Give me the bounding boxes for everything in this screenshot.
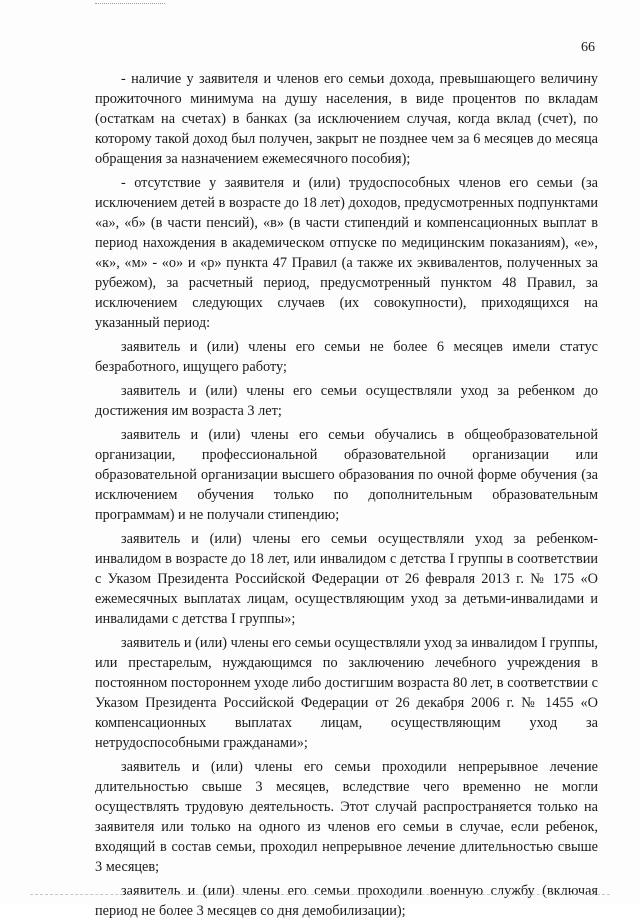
scan-artifact-bottom bbox=[30, 894, 610, 897]
paragraph-unemployed-status: заявитель и (или) члены его семьи не более 6 месяцев имели статус безработного, ищущего работу; bbox=[95, 339, 598, 375]
paragraph-child-care-under-3: заявитель и (или) члены его семьи осуществляли уход за ребенком до достижения им возраста 3 лет; bbox=[95, 383, 598, 419]
paragraph-disabled-child-care: заявитель и (или) члены его семьи осуществляли уход за ребенком-инвалидом в возрасте до 18 лет, или инвалидом с детства I группы в соответствии с Указом Президента Российской Федерации от 26 февраля 2013 г. № 175 «О ежемесячных выплатах лицам, осуществляющим уход за детьми-инвалидами и инвалидами с детства I группы»; bbox=[95, 531, 598, 627]
scan-artifact-top bbox=[95, 3, 165, 7]
paragraph-elderly-disabled-care: заявитель и (или) члены его семьи осуществляли уход за инвалидом I группы, или престарелым, нуждающимся по заключению лечебного учреждения в постоянном постороннем уходе либо достигшим возраста 80 лет, в соответствии с Указом Президента Российской Федерации от 26 декабря 2006 г. № 1455 «О компенсационных выплатах лицам, осуществляющим уход за нетрудоспособными гражданами»; bbox=[95, 635, 598, 751]
paragraph-deposit-income: - наличие у заявителя и членов его семьи дохода, превышающего величину прожиточного минимума на душу населения, в виде процентов по вкладам (остаткам на счетах) в банках (за исключением случая, когда вклад (счет), по которому такой доход был получен, закрыт не позднее чем за 6 месяцев до месяца обращения за назначением ежемесячного пособия); bbox=[95, 71, 598, 167]
paragraph-full-time-study: заявитель и (или) члены его семьи обучались в общеобразовательной организации, профессиональной образовательной организации или образовательной организации высшего образования по очной форме обучения (за исключением обучения только по дополнительным образовательным программам) и не получали стипендию; bbox=[95, 427, 598, 523]
paragraph-continuous-treatment: заявитель и (или) члены его семьи проходили непрерывное лечение длительностью свыше 3 месяцев, вследствие чего временно не могли осуществлять трудовую деятельность. Этот случай распространяется только на заявителя или только на одного из членов его семьи в случае, если ребенок, входящий в состав семьи, проходил непрерывное лечение длительностью свыше 3 месяцев; bbox=[95, 759, 598, 875]
document-body bbox=[95, 69, 598, 921]
page-number: 66 bbox=[581, 40, 595, 55]
paragraph-military-service: заявитель и (или) члены его семьи проходили военную службу (включая период не более 3 месяцев со дня демобилизации); bbox=[95, 883, 598, 919]
paragraph-no-income-condition: - отсутствие у заявителя и (или) трудоспособных членов его семьи (за исключением детей в возрасте до 18 лет) доходов, предусмотренных подпунктами «а», «б» (в части пенсий), «в» (в части стипендий и компенсационных выплат в период нахождения в академическом отпуске по медицинским показаниям), «е», «к», «м» - «о» и «р» пункта 47 Правил (а также их эквивалентов, полученных за рубежом), за расчетный период, предусмотренный пунктом 48 Правил, за исключением следующих случаев (их совокупности), приходящихся на указанный период: bbox=[95, 175, 598, 331]
